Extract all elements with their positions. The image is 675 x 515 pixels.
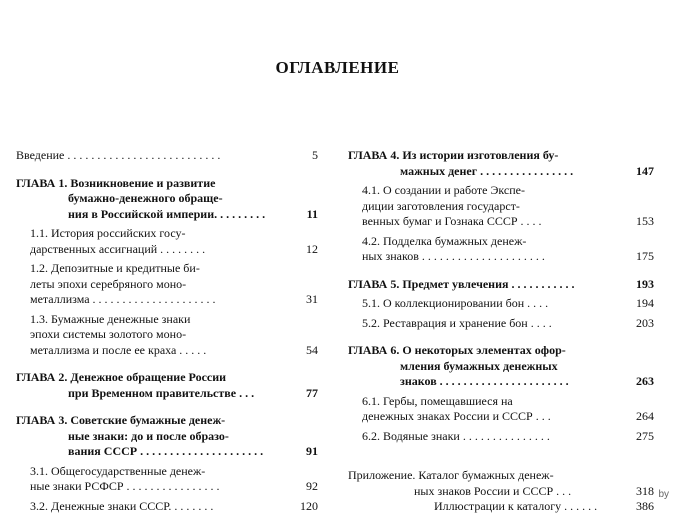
toc-page-number: 153 [632,214,654,230]
toc-page-number: 11 [303,207,318,223]
toc-entry-line: ных знаков России и СССР . . . [414,483,572,498]
toc-page-number: 120 [296,499,318,515]
toc-entry [16,464,318,495]
toc-entry-line: леты эпохи серебряного моно- [30,276,187,291]
toc-entry [348,234,654,265]
page-title: ОГЛАВЛЕНИЕ [275,58,400,77]
toc-entry-line: вания СССР . . . . . . . . . . . . . . . . . . . . . [68,444,264,458]
toc-entry [348,316,654,332]
toc-entry-line: эпохи системы золотого моно- [30,327,187,341]
toc-entry [16,226,318,257]
toc-entry-line: металлизма и после ее краха . . . . . [30,342,207,357]
toc-left-column [16,148,318,514]
toc-entry-line: 6.1. Гербы, помещавшиеся на [362,393,513,408]
toc-entry-line: 4.1. О создании и работе Экспе- [362,183,526,197]
toc-page-number: 31 [302,292,318,308]
toc-page-number: 5 [308,148,318,164]
toc-entry-line: металлизма . . . . . . . . . . . . . . . . . . . . . [30,292,216,306]
toc-entry-line: ГЛАВА 1. Возникновение и развитие [16,175,216,190]
toc-entry [16,148,318,164]
toc-right-column [348,148,654,515]
toc-entry-line: диции заготовления государст- [362,198,520,213]
toc-entry [348,148,654,179]
toc-page-number: 91 [302,444,318,460]
toc-entry [348,343,654,390]
toc-entry-line: 1.3. Бумажные денежные знаки [30,311,191,326]
toc-entry [16,413,318,460]
toc-entry-line: мажных денег . . . . . . . . . . . . . . . . [400,163,574,178]
toc-entry-line: 1.1. История российских госу- [30,226,186,240]
toc-entry-line: денежных знаках России и СССР . . . [362,409,551,423]
toc-entry-line: мления бумажных денежных [400,358,558,373]
toc-page-number: 194 [632,296,654,312]
toc-entry-line: венных бумаг и Гознака СССР . . . . [362,214,542,228]
toc-entry-line: бумажно-денежного обраще- [68,191,223,205]
footer-mark: by [658,489,669,500]
toc-page-number: 54 [302,343,318,359]
toc-entry-line: ГЛАВА 5. Предмет увлечения . . . . . . . . . . . [348,276,575,291]
toc-entry-line: ные знаки: до и после образо- [68,428,229,443]
toc-entry [16,261,318,308]
toc-entry-line: дарственных ассигнаций . . . . . . . . [30,241,206,256]
toc-entry-line: 6.2. Водяные знаки . . . . . . . . . . . . . . . [362,428,550,443]
toc-entry-line: ные знаки РСФСР . . . . . . . . . . . . . . . . [30,479,220,493]
toc-entry-line: 5.2. Реставрация и хранение бон . . . . [362,315,552,330]
toc-entry [348,468,654,499]
toc-entry [16,176,318,223]
toc-page-number: 263 [632,374,654,390]
toc-entry-line: ния в Российской империи. . . . . . . . . [68,206,266,221]
toc-entry-line: 1.2. Депозитные и кредитные би- [30,261,200,275]
toc-entry-line: 3.2. Денежные знаки СССР. . . . . . . . [30,498,214,513]
toc-entry-line: Введение . . . . . . . . . . . . . . . . . . . . . . . . . . [16,148,221,162]
toc-entry [16,499,318,515]
toc-page-number: 386 [632,499,654,515]
toc-entry [348,394,654,425]
toc-page-number: 92 [302,479,318,495]
toc-entry-line: ГЛАВА 3. Советские бумажные денеж- [16,413,226,427]
toc-entry [348,499,654,515]
toc-entry-line: ГЛАВА 6. О некоторых элементах офор- [348,343,566,357]
toc-page-number: 12 [302,242,318,258]
toc-entry-line: 5.1. О коллекционировании бон . . . . [362,296,549,310]
toc-entry-line: Приложение. Каталог бумажных денеж- [348,468,554,482]
toc-entry-line: 3.1. Общегосударственные денеж- [30,463,206,478]
toc-entry-line: ГЛАВА 4. Из истории изготовления бу- [348,148,559,162]
toc-page-number: 318 [632,484,654,500]
toc-entry [348,277,654,293]
toc-page-number: 77 [302,386,318,402]
toc-entry [16,370,318,401]
toc-entry [16,312,318,359]
toc-page-number: 203 [632,316,654,332]
toc-page-number: 175 [632,249,654,265]
toc-entry-line: при Временном правительстве . . . [68,385,255,400]
toc-entry [348,183,654,230]
toc-page-number: 193 [632,277,654,293]
toc-entry [348,296,654,312]
toc-entry-line: знаков . . . . . . . . . . . . . . . . . . . . . . [400,374,569,388]
toc-entry-line: ных знаков . . . . . . . . . . . . . . . . . . . . . [362,249,545,263]
toc-entry-line: 4.2. Подделка бумажных денеж- [362,233,527,248]
toc-entry [348,429,654,445]
toc-page-number: 147 [632,164,654,180]
toc-entry-line: Иллюстрации к каталогу . . . . . . [434,499,598,513]
toc-entry-line: ГЛАВА 2. Денежное обращение России [16,370,227,384]
toc-page-number: 264 [632,409,654,425]
toc-page-number: 275 [632,429,654,445]
